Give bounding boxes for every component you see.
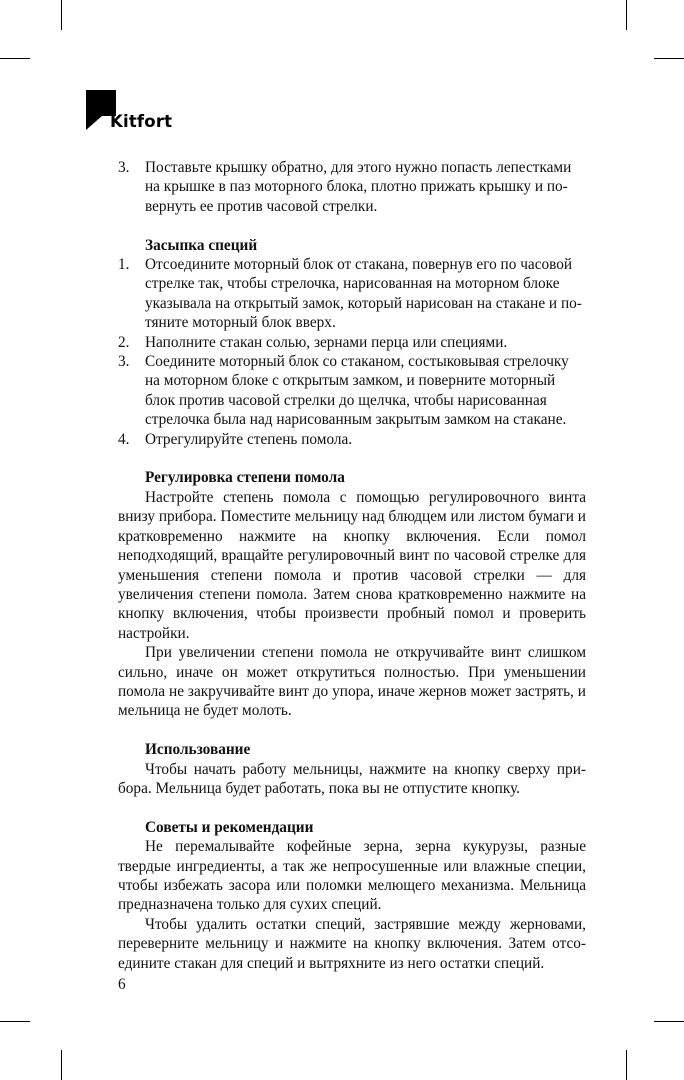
list-item-text: Соедините моторный блок со стаканом, состыковывая стрелочку на моторном блоке с открытым замком, и поверните моторный блок против часовой стрелки до щелчка, чтобы нарисованная стрелочка была над нарисованным закрытым замком на стакане. [145, 353, 569, 429]
crop-mark-left-top [0, 58, 30, 59]
list-item-number: 3. [118, 353, 130, 371]
list-item-number: 3. [118, 159, 130, 176]
list-item-number: 1. [118, 256, 130, 274]
section-heading-tips: Советы и рекомендации [145, 818, 314, 836]
section-heading-usage: Использование [145, 741, 251, 759]
brand-logo [86, 90, 206, 134]
section-heading-grind: Регулировка степени помола [145, 469, 345, 487]
list-item [118, 158, 586, 216]
list-item-number: 2. [118, 333, 130, 351]
section-heading-fill: Засыпка специй [145, 236, 258, 254]
crop-mark-right-bottom [654, 1021, 684, 1022]
list-item [118, 255, 586, 333]
document-body [118, 158, 586, 973]
crop-mark-top-right [626, 0, 627, 30]
list-item-text: Наполните стакан солью, зернами перца или специями. [145, 333, 508, 351]
paragraph: При увеличении степени помола не откручивайте винт слишком сильно, иначе он может открутиться полностью. При уменьшении помола не закручивайте винт до упора, иначе жернов может застрять, и мельница не будет молоть. [118, 644, 586, 720]
paragraph: Чтобы начать работу мельницы, нажмите на кнопку сверху прибора. Мельница будет работать, пока вы не отпустите кнопку. [118, 760, 586, 797]
paragraph: Настройте степень помола с помощью регулировочного винта внизу прибора. Поместите мельницу над блюдцем или листом бумаги и кратковременно нажмите на кнопку включения. Если помол неподходящий, вращайте регулировочный винт по часовой стрелке для уменьшения степени помола и против часовой стрелки — для увеличения степени помола. Затем снова кратковременно нажмите на кнопку включения, чтобы произвести пробный помол и проверить настройки. [118, 488, 586, 642]
paragraph: Чтобы удалить остатки специй, застрявшие между жерновами, переверните мельницу и нажмите на кнопку включения. Затем отсоедините стакан для специй и вытряхните из него остатки специй. [118, 915, 586, 972]
paragraph: Не перемалывайте кофейные зерна, зерна кукурузы, разные твердые ингредиенты, а так же непросушенные или влажные специи, чтобы избежать засора или поломки мелющего механизма. Мельница предназначена только для сухих специй. [118, 838, 586, 914]
list-item-text: Поставьте крышку обратно, для этого нужно попасть лепестками на крышке в паз моторного блока, плотно прижать крышку и повернуть ее против часовой стрелки. [145, 159, 572, 215]
brand-name: Kitfort [110, 112, 173, 131]
list-item [118, 333, 586, 352]
list-item-text: Отсоедините моторный блок от стакана, повернув его по часовой стрелке так, чтобы стрелочка, нарисованная на моторном блоке указывала на открытый замок, который нарисован на стакане и потяните моторный блок вверх. [145, 256, 582, 332]
list-item [118, 352, 586, 430]
list-item-text: Отрегулируйте степень помола. [145, 430, 353, 448]
list-item [118, 430, 586, 449]
list-item-number: 4. [118, 430, 130, 448]
crop-mark-bottom-right [626, 1050, 627, 1080]
crop-mark-top-left [61, 0, 62, 30]
crop-mark-right-top [654, 58, 684, 59]
crop-mark-left-bottom [0, 1021, 30, 1022]
crop-mark-bottom-left [61, 1050, 62, 1080]
page-number: 6 [118, 976, 126, 993]
